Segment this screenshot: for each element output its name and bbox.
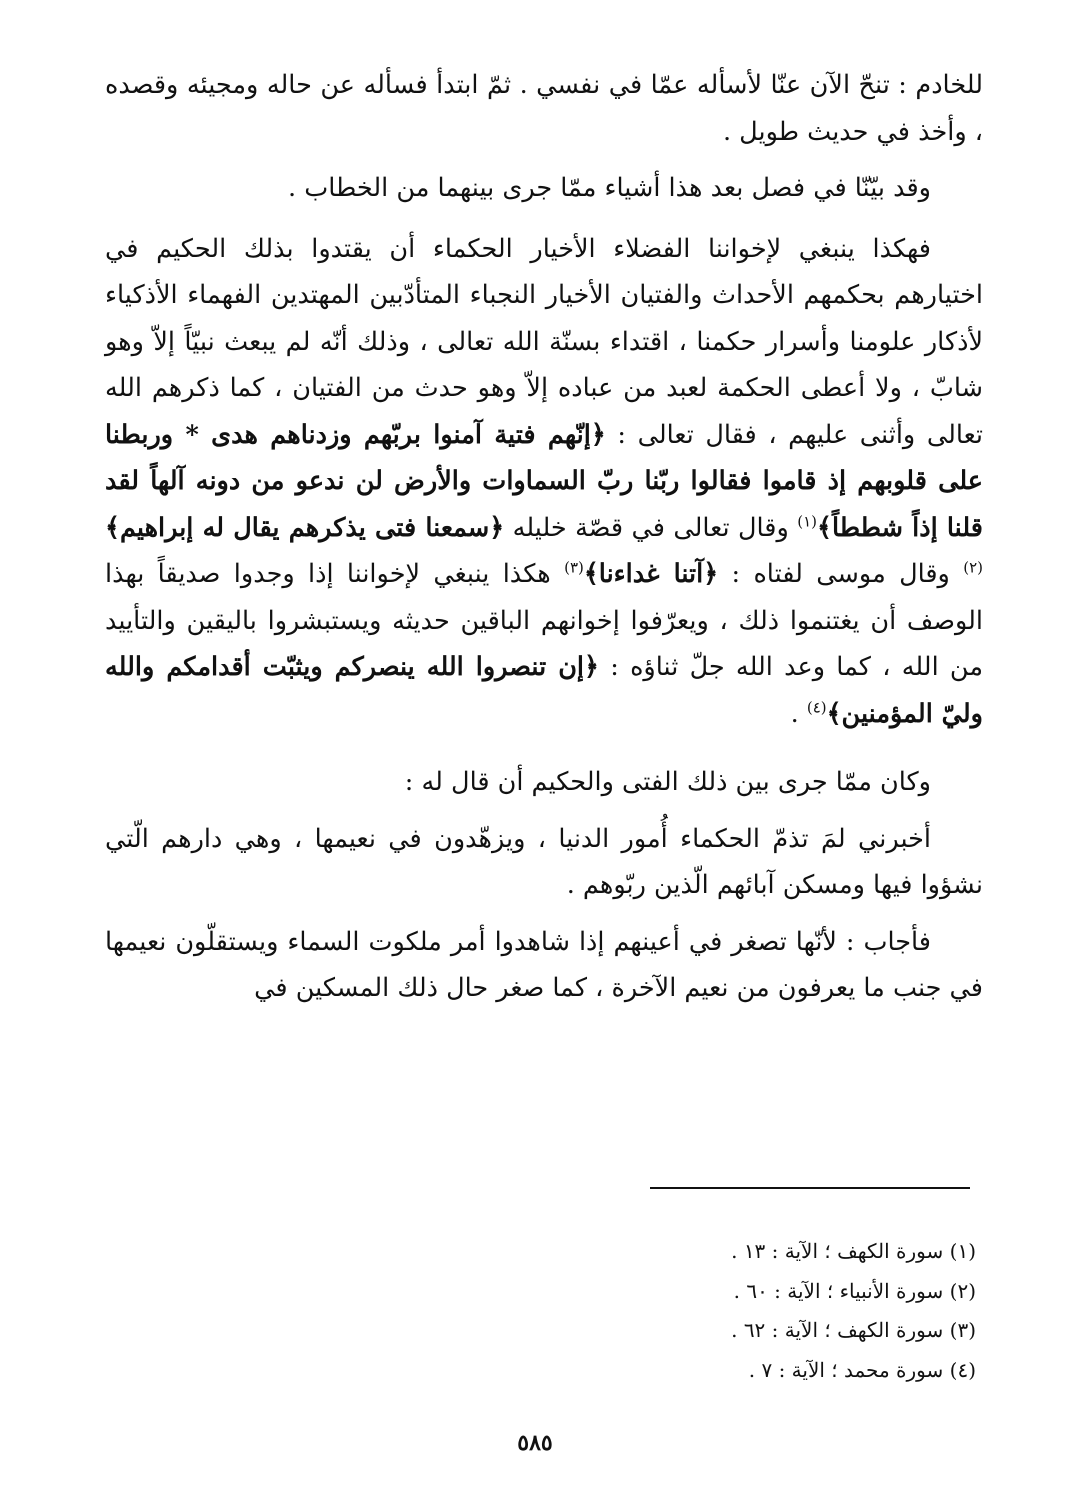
footnote-ref-4: (٤): [806, 698, 827, 716]
paragraph-dialogue-intro: وكان ممّا جرى بين ذلك الفتى والحكيم أن قال له :: [404, 767, 931, 797]
footnote-2: (٢) سورة الأنبياء ؛ الآية : ٦٠ .: [733, 1278, 976, 1303]
page-body: [105, 62, 983, 1012]
paragraph-text: وقال تعالى في قصّة خليله: [512, 512, 789, 543]
paragraph-text: وقال موسى لفتاه :: [731, 559, 950, 589]
footnote-divider: [650, 1187, 970, 1189]
footnote-ref-1: (١): [797, 512, 818, 530]
paragraph-khitab-note: وقد بيّنّا في فصل بعد هذا أشياء ممّا جرى بينهما من الخطاب .: [288, 173, 931, 203]
quran-quote-kahf-62: ﴿آتنا غداءنا﴾: [583, 559, 719, 589]
paragraph-continuation: للخادم : تنحّ الآن عنّا لأسأله عمّا في نفسي . ثمّ ابتدأ فسأله عن حاله ومجيئه وقصده ، وأخذ في حديث طويل .: [105, 70, 983, 147]
footnote-3: (٣) سورة الكهف ؛ الآية : ٦٢ .: [731, 1318, 976, 1342]
paragraph-text: فهكذا ينبغي لإخواننا الفضلاء الأخيار الحكماء أن يقتدوا بذلك الحكيم في اختيارهم بحكمهم الأحداث والفتيان الأخيار النجباء المتأدّبين المهتدين الفهماء الأذكياء لأذكار علومنا وأسرار حكمنا ، اقتداء بسنّة الله تعالى ، وذلك أنّه لم يبعث نبيّاً إلاّ وهو شابّ ، ولا أعطى الحكمة لعبد من عباده إلاّ وهو حدث من الفتيان ، كما ذكرهم الله تعالى وأثنى عليهم ، فقال تعالى :: [105, 233, 984, 450]
paragraph-text: هكذا ينبغي لإخواننا إذا وجدوا صديقاً بهذا الوصف أن يغتنموا ذلك ، ويعرّفوا إخوانهم الباقين حديثه ويستبشروا باليقين والتأييد من الله ، كما وعد الله جلّ ثناؤه :: [105, 559, 983, 682]
quran-quote-kahf-13: ﴿إنّهم فتية آمنوا بربّهم وزدناهم هدى * وربطنا على قلوبهم إذ قاموا فقالوا ربّنا ربّ السماوات والأرض لن ندعو من دونه آلهاً لقد قلنا إذاً شططاً﴾: [105, 419, 983, 543]
page-number: ٥٨٥: [517, 1430, 553, 1456]
footnote-ref-2: (٢): [963, 558, 983, 577]
paragraph-question: أخبرني لمَ تذمّ الحكماء أُمور الدنيا ، ويزهّدون في نعيمها ، وهي دارهم الّتي نشؤوا فيها ومسكن آبائهم الّذين ربّوهم .: [105, 823, 983, 900]
footnote-4: (٤) سورة محمد ؛ الآية : ٧ .: [748, 1357, 976, 1382]
paragraph-youth-wisdom: [105, 226, 983, 738]
footnote-ref-3: (٣): [564, 558, 584, 577]
footnote-1: (١) سورة الكهف ؛ الآية : ١٣ .: [731, 1239, 976, 1263]
paragraph-text: .: [790, 698, 799, 729]
footnotes: [600, 1232, 976, 1390]
quran-quote-anbiya-60: ﴿سمعنا فتى يذكرهم يقال له إبراهيم﴾: [105, 512, 505, 543]
quran-quote-muhammad-7: ﴿إن تنصروا الله ينصركم ويثبّت أقدامكم والله وليّ المؤمنين﴾: [105, 652, 983, 729]
paragraph-answer: فأجاب : لأنّها تصغر في أعينهم إذا شاهدوا أمر ملكوت السماء ويستقلّون نعيمها في جنب ما يعرفون من نعيم الآخرة ، كما صغر حال ذلك المسكين في: [105, 926, 983, 1003]
